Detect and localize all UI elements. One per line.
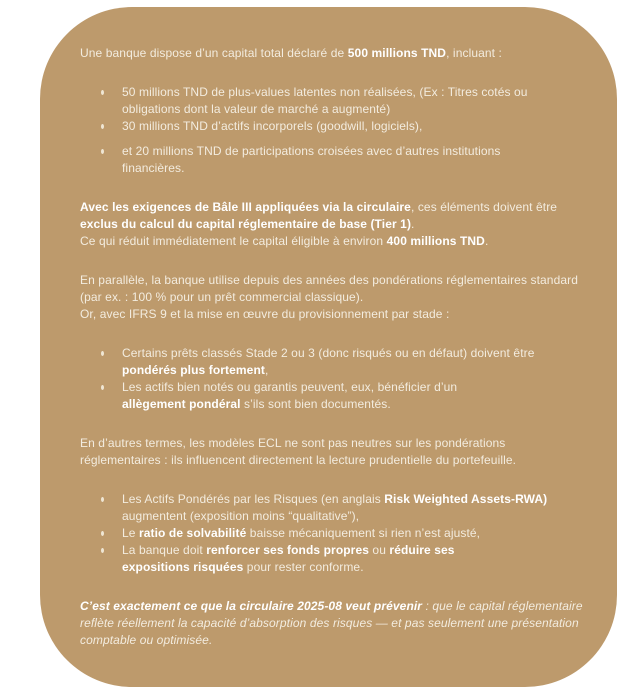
text-run: 30 millions TND d’actifs incorporels (goodwill, logiciels), [122, 119, 423, 133]
text-run: En d’autres termes, les modèles ECL ne sont pas neutres sur les pondérations réglementaires : ils influencent directement la lecture prudentielle du portefeuille. [80, 436, 517, 467]
bullet-icon [101, 124, 104, 129]
text-run: obligations dont la valeur de marché a augmenté) [122, 102, 391, 116]
text-run: ou [369, 543, 390, 557]
list-item [80, 379, 589, 413]
text-run: s’ils sont bien documentés. [240, 397, 391, 411]
bullet-icon [101, 531, 104, 536]
text-run: En parallèle, la banque utilise depuis des années des pondérations réglementaires standard (par ex. : 100 % pour un prêt commercial classique). [80, 273, 578, 304]
text-run: Le [122, 526, 139, 540]
text-run: : que le capital réglementaire reflète réellement la capacité d’absorption des risques — et pas seulement une présentation comptable ou optimisée. [80, 599, 583, 647]
text-run: , incluant : [446, 46, 502, 60]
conclusion-paragraph [80, 598, 589, 649]
text-run: . [484, 234, 489, 248]
text-run: baisse mécaniquement si rien n’est ajusté, [246, 526, 481, 540]
bullet-icon [101, 385, 104, 390]
text-run: pour rester conforme. [243, 560, 364, 574]
list-item [80, 491, 589, 525]
list-item [80, 84, 589, 118]
text-run: Certains prêts classés Stade 2 ou 3 (donc risqués ou en défaut) doivent être [122, 346, 535, 360]
text-run: expositions risquées [122, 560, 244, 574]
list-item [80, 118, 589, 135]
text-run: ratio de solvabilité [138, 526, 247, 540]
text-run: Les actifs bien notés ou garantis peuvent, eux, bénéficier d’un [122, 380, 458, 394]
bale-iii-paragraph [80, 199, 589, 250]
text-run: Or, avec IFRS 9 et la mise en œuvre du provisionnement par stade : [80, 307, 450, 321]
text-run: La banque doit [122, 543, 207, 557]
bullet-icon [101, 351, 104, 356]
text-run: exclus du calcul du capital réglementaire de base (Tier 1) [80, 217, 412, 231]
text-run: Les Actifs Pondérés par les Risques (en anglais [122, 492, 385, 506]
text-run: Une banque dispose d’un capital total déclaré de [80, 46, 348, 60]
text-run: renforcer ses fonds propres [206, 543, 369, 557]
text-run: pondérés plus fortement [122, 363, 265, 377]
text-run: 50 millions TND de plus-values latentes non réalisées, (Ex : Titres cotés ou [122, 85, 528, 99]
list-item [80, 542, 589, 576]
text-run: C’est exactement ce que la circulaire 2025-08 veut prévenir [80, 599, 423, 613]
bullet-icon [101, 149, 104, 154]
text-run: . [411, 217, 415, 231]
text-run: augmentent (exposition moins “qualitative”), [122, 509, 360, 523]
text-run: , ces éléments doivent être [410, 200, 558, 214]
text-run: réduire ses [389, 543, 455, 557]
text-run: allègement pondéral [122, 397, 241, 411]
consequences-list [80, 491, 589, 576]
bullet-icon [101, 497, 104, 502]
bullet-icon [101, 548, 104, 553]
ifrs9-effects-list [80, 345, 589, 413]
card-content [80, 45, 589, 649]
text-run: 400 millions TND [386, 234, 485, 248]
info-card [40, 7, 617, 687]
capital-components-list [80, 84, 589, 177]
ecl-paragraph [80, 435, 589, 469]
bullet-icon [101, 90, 104, 95]
list-item [80, 525, 589, 542]
text-run: Ce qui réduit immédiatement le capital éligible à environ [80, 234, 387, 248]
text-run: Avec les exigences de Bâle III appliquées via la circulaire [80, 200, 411, 214]
text-run: Risk Weighted Assets-RWA) [384, 492, 548, 506]
text-run: et 20 millions TND de participations croisées avec d’autres institutions [122, 144, 501, 158]
text-run: financières. [122, 161, 185, 175]
text-run: , [264, 363, 269, 377]
ponderations-paragraph [80, 272, 589, 323]
intro-paragraph [80, 45, 589, 62]
list-item [80, 345, 589, 379]
list-item [80, 143, 589, 177]
text-run: 500 millions TND [347, 46, 447, 60]
